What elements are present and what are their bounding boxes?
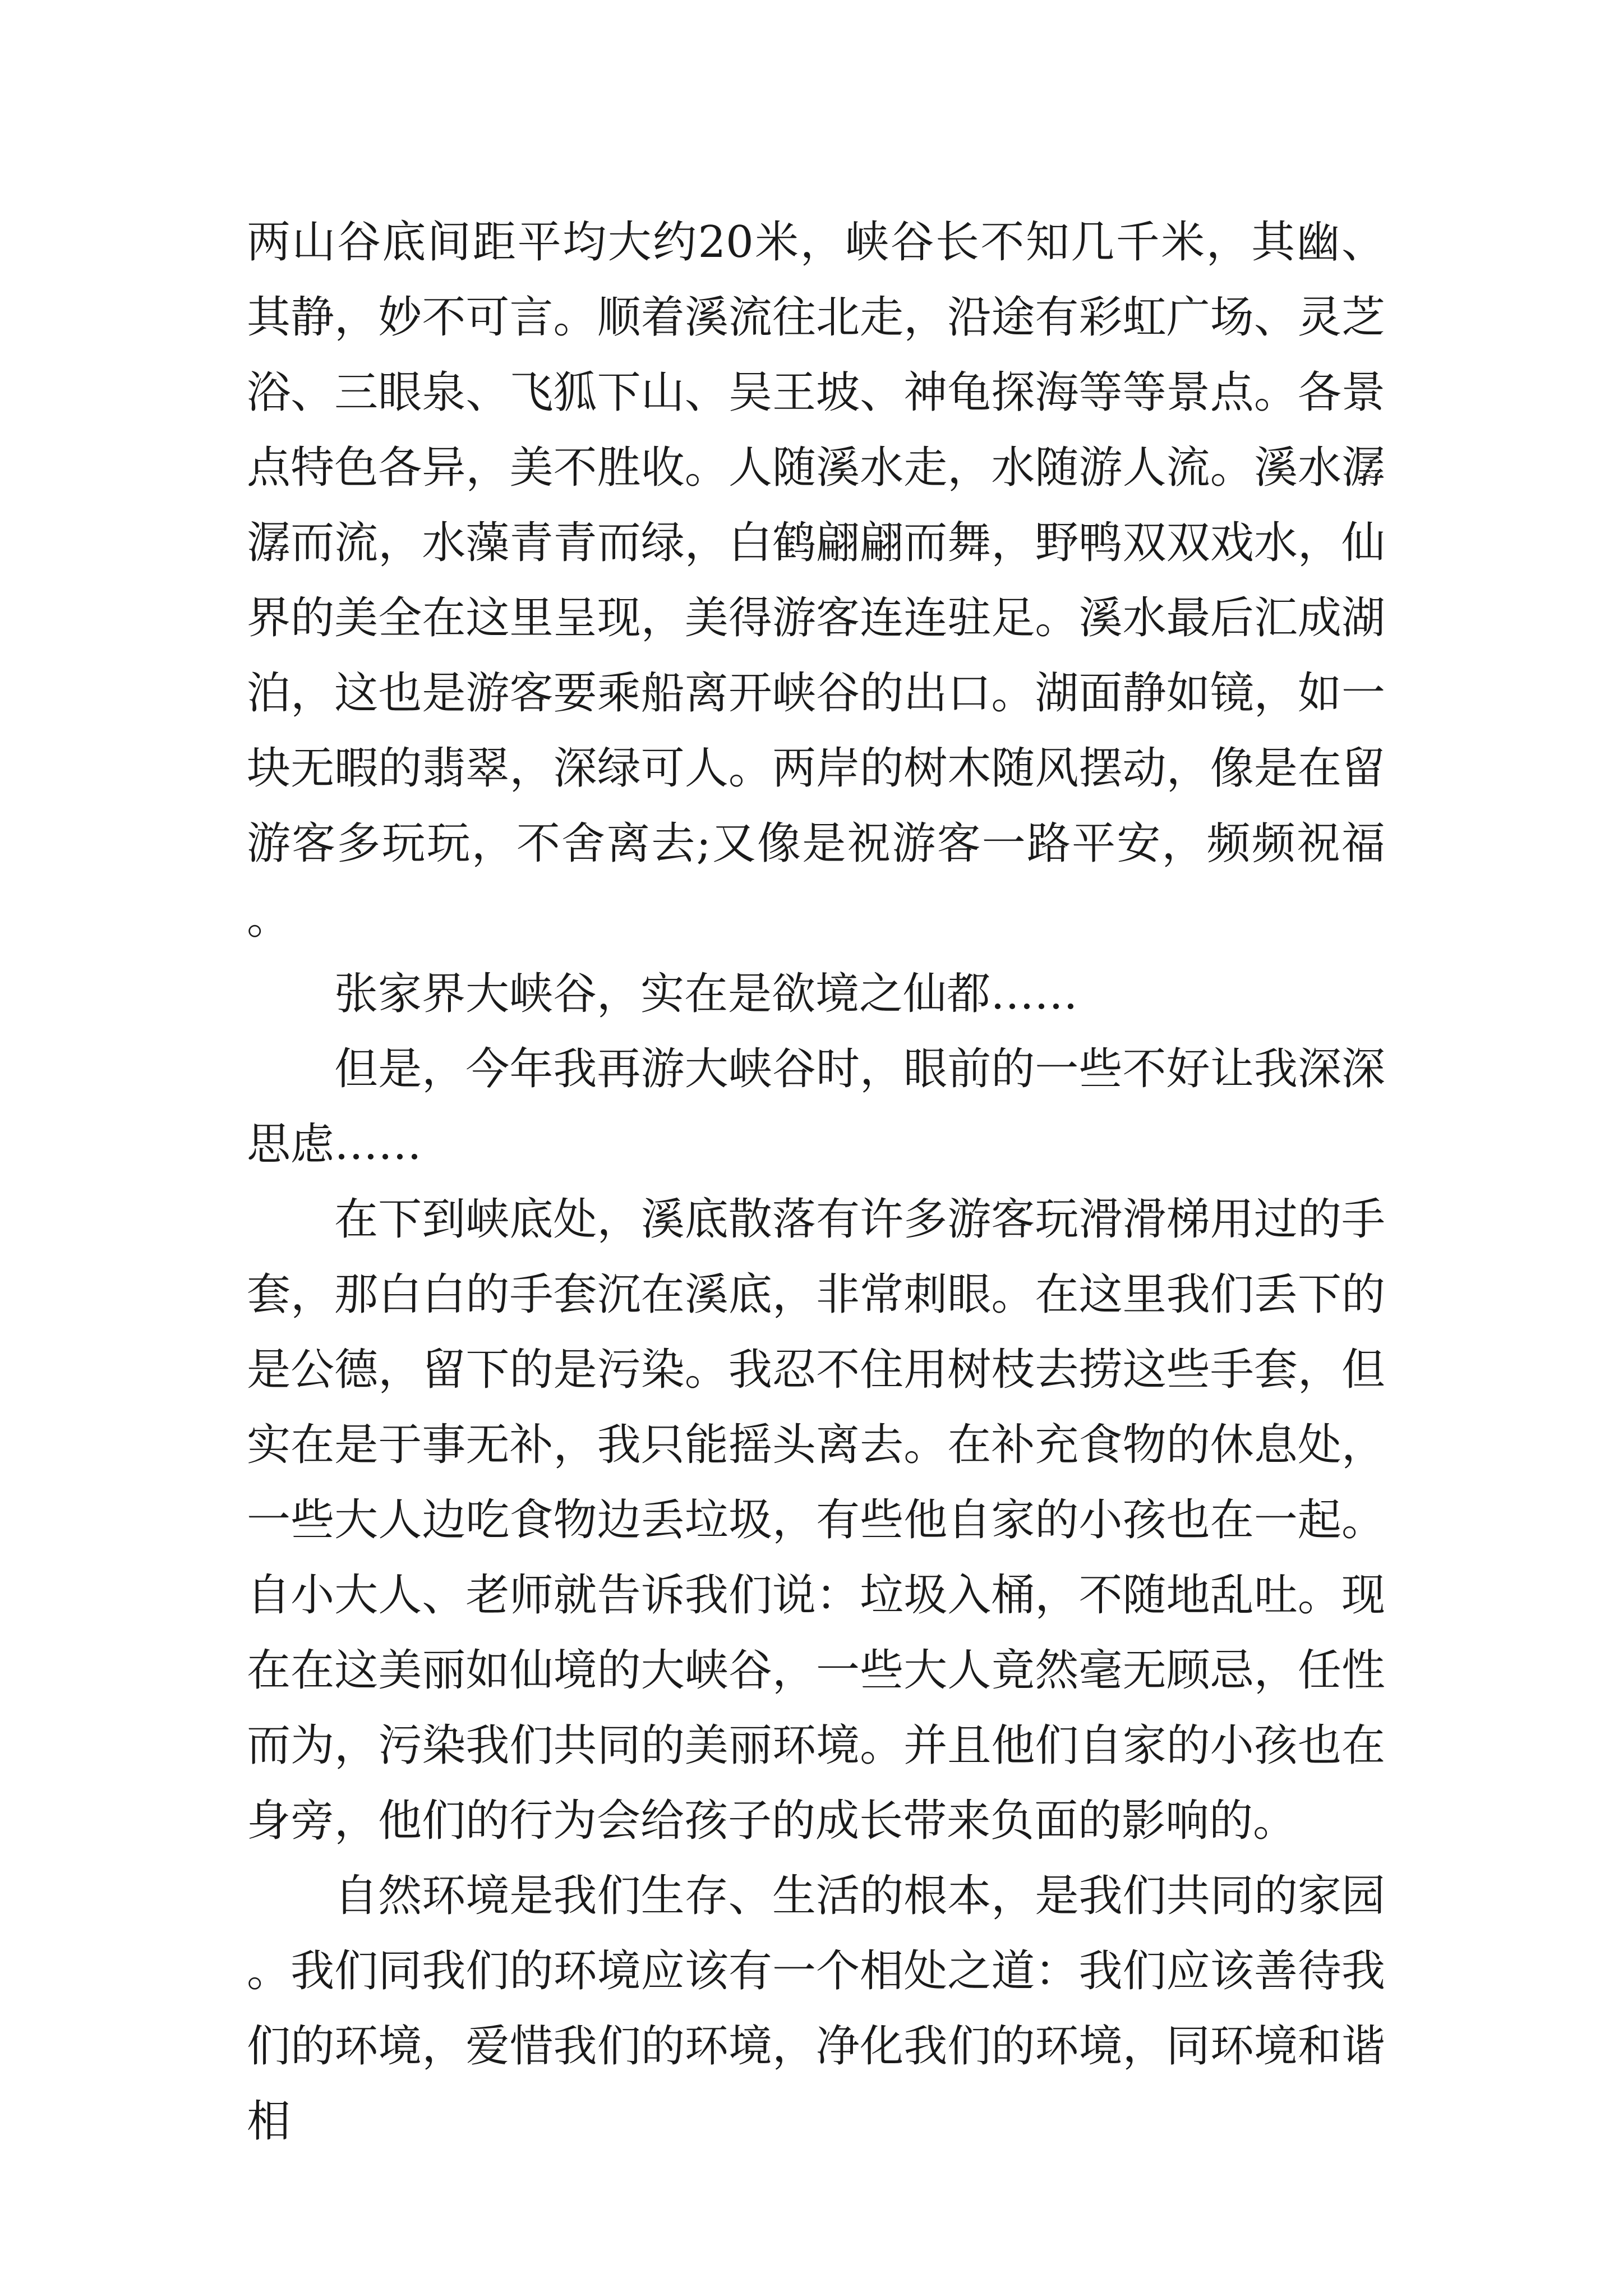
paragraph-5: 自然环境是我们生存、生活的根本，是我们共同的家园。我们同我们的环境应该有一个相处之道：我们应该善待我们的环境，爱惜我们的环境，净化我们的环境，同环境和谐相 bbox=[247, 1871, 1385, 2147]
paragraph-1: 两山谷底间距平均大约20米，峡谷长不知几千米，其幽、其静，妙不可言。顺着溪流往北走，沿途有彩虹广场、灵芝浴、三眼泉、飞狐下山、吴王坡、神龟探海等等景点。各景点特色各异，美不胜收。人随溪水走，水随游人流。溪水潺潺而流，水藻青青而绿，白鹤翩翩而舞，野鸭双双戏水，仙界的美全在这里呈现，美得游客连连驻足。溪水最后汇成湖泊，这也是游客要乘船离开峡谷的出口。湖面静如镜，如一块无暇的翡翠，深绿可人。两岸的树木随风摆动，像是在留游客多玩玩，不舍离去;又像是祝游客一路平安，频频祝福。 bbox=[247, 217, 1385, 944]
paragraph-2: 张家界大峡谷，实在是欲境之仙都…… bbox=[334, 969, 1078, 1019]
paragraph-3: 但是，今年我再游大峡谷时，眼前的一些不好让我深深思虑…… bbox=[247, 1044, 1385, 1170]
paragraph-4: 在下到峡底处，溪底散落有许多游客玩滑滑梯用过的手套，那白白的手套沉在溪底，非常刺眼。在这里我们丢下的是公德，留下的是污染。我忍不住用树枝去捞这些手套，但实在是于事无补，我只能摇头离去。在补充食物的休息处，一些大人边吃食物边丢垃圾，有些他自家的小孩也在一起。自小大人、老师就告诉我们说：垃圾入桶，不随地乱吐。现在在这美丽如仙境的大峡谷，一些大人竟然毫无顾忌，任性而为，污染我们共同的美丽环境。并且他们自家的小孩也在身旁，他们的行为会给孩子的成长带来负面的影响的。 bbox=[247, 1194, 1385, 1846]
essay-body bbox=[247, 205, 1385, 2159]
